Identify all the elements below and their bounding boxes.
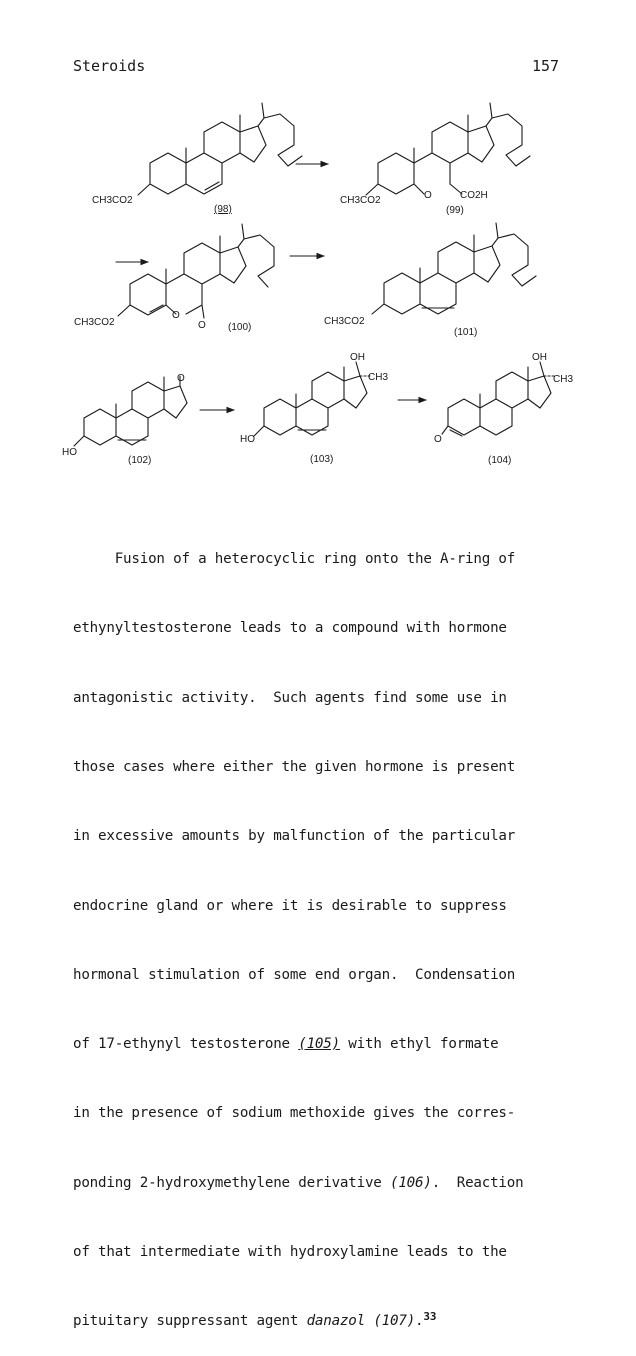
methyl-label-104: CH3 [553, 374, 574, 385]
structure-103 [254, 362, 370, 436]
acetate-label-101: CH3CO2 [324, 316, 365, 327]
ho-label-102: HO [62, 447, 77, 458]
ketone-o-99: O [424, 190, 432, 201]
structure-101 [372, 223, 536, 314]
text-run: with ethyl formate [339, 1036, 499, 1053]
acetate-label-98: CH3CO2 [92, 195, 133, 206]
text-line: endocrine gland or where it is desirable to suppress [73, 897, 507, 914]
oh-label-103: OH [350, 352, 365, 363]
text-run: of 17-ethynyl testosterone [73, 1036, 299, 1053]
compound-ref-106: (106) [389, 1174, 432, 1191]
text-line: ethynyltestosterone leads to a compound with hormone [73, 620, 507, 637]
text-line: antagonistic activity. Such agents find some use in [73, 689, 507, 706]
co2h-label-99: CO2H [460, 190, 488, 201]
text-run: pituitary suppressant agent [73, 1313, 307, 1330]
acetate-label-99: CH3CO2 [340, 195, 381, 206]
compound-ref-107: (107) [373, 1313, 416, 1330]
text-line [73, 1310, 573, 1333]
body-paragraph [73, 502, 573, 1356]
footnote-ref-33[interactable]: 33 [423, 1310, 437, 1324]
compound-number-100: (100) [228, 322, 252, 333]
structure-99 [366, 103, 530, 195]
text-line: in excessive amounts by malfunction of the particular [73, 828, 516, 845]
compound-number-103: (103) [310, 454, 334, 465]
methyl-label-103: CH3 [368, 372, 389, 383]
structure-104 [442, 362, 554, 436]
compound-number-102: (102) [128, 455, 152, 466]
ketone-o-104: O [434, 434, 442, 445]
oh-label-104: OH [532, 352, 547, 363]
text-run: ponding 2-hydroxymethylene derivative [73, 1174, 390, 1191]
compound-ref-105: (105) [298, 1036, 340, 1053]
ho-label-103: HO [240, 434, 255, 445]
text-run: . Reaction [431, 1174, 524, 1191]
compound-number-99: (99) [446, 205, 464, 216]
ketone-o-102: O [177, 373, 185, 384]
text-run: . [415, 1313, 424, 1330]
structure-100 [118, 224, 274, 318]
text-line: those cases where either the given hormone is present [73, 759, 516, 776]
compound-number-104: (104) [488, 455, 512, 466]
text-line: hormonal stimulation of some end organ. Condensation [73, 966, 516, 983]
carbonyl-o-100: O [198, 320, 206, 331]
compound-number-101: (101) [454, 327, 478, 338]
text-line [73, 1172, 573, 1195]
structure-102 [74, 376, 187, 446]
text-run [365, 1313, 373, 1329]
structure-98 [138, 103, 302, 195]
reaction-scheme [0, 0, 636, 480]
ring-o-100: O [172, 310, 180, 321]
acetate-label-100: CH3CO2 [74, 317, 115, 328]
text-line: Fusion of a heterocyclic ring onto the A-ring of [73, 551, 516, 568]
drug-name-danazol: danazol [306, 1313, 365, 1330]
text-line: of that intermediate with hydroxylamine leads to the [73, 1244, 507, 1260]
text-line [73, 1033, 573, 1056]
page-number: 157 [532, 57, 560, 75]
compound-number-98: (98) [214, 204, 232, 215]
running-header: Steroids [73, 57, 146, 75]
text-line: in the presence of sodium methoxide gives the corres- [73, 1105, 516, 1122]
